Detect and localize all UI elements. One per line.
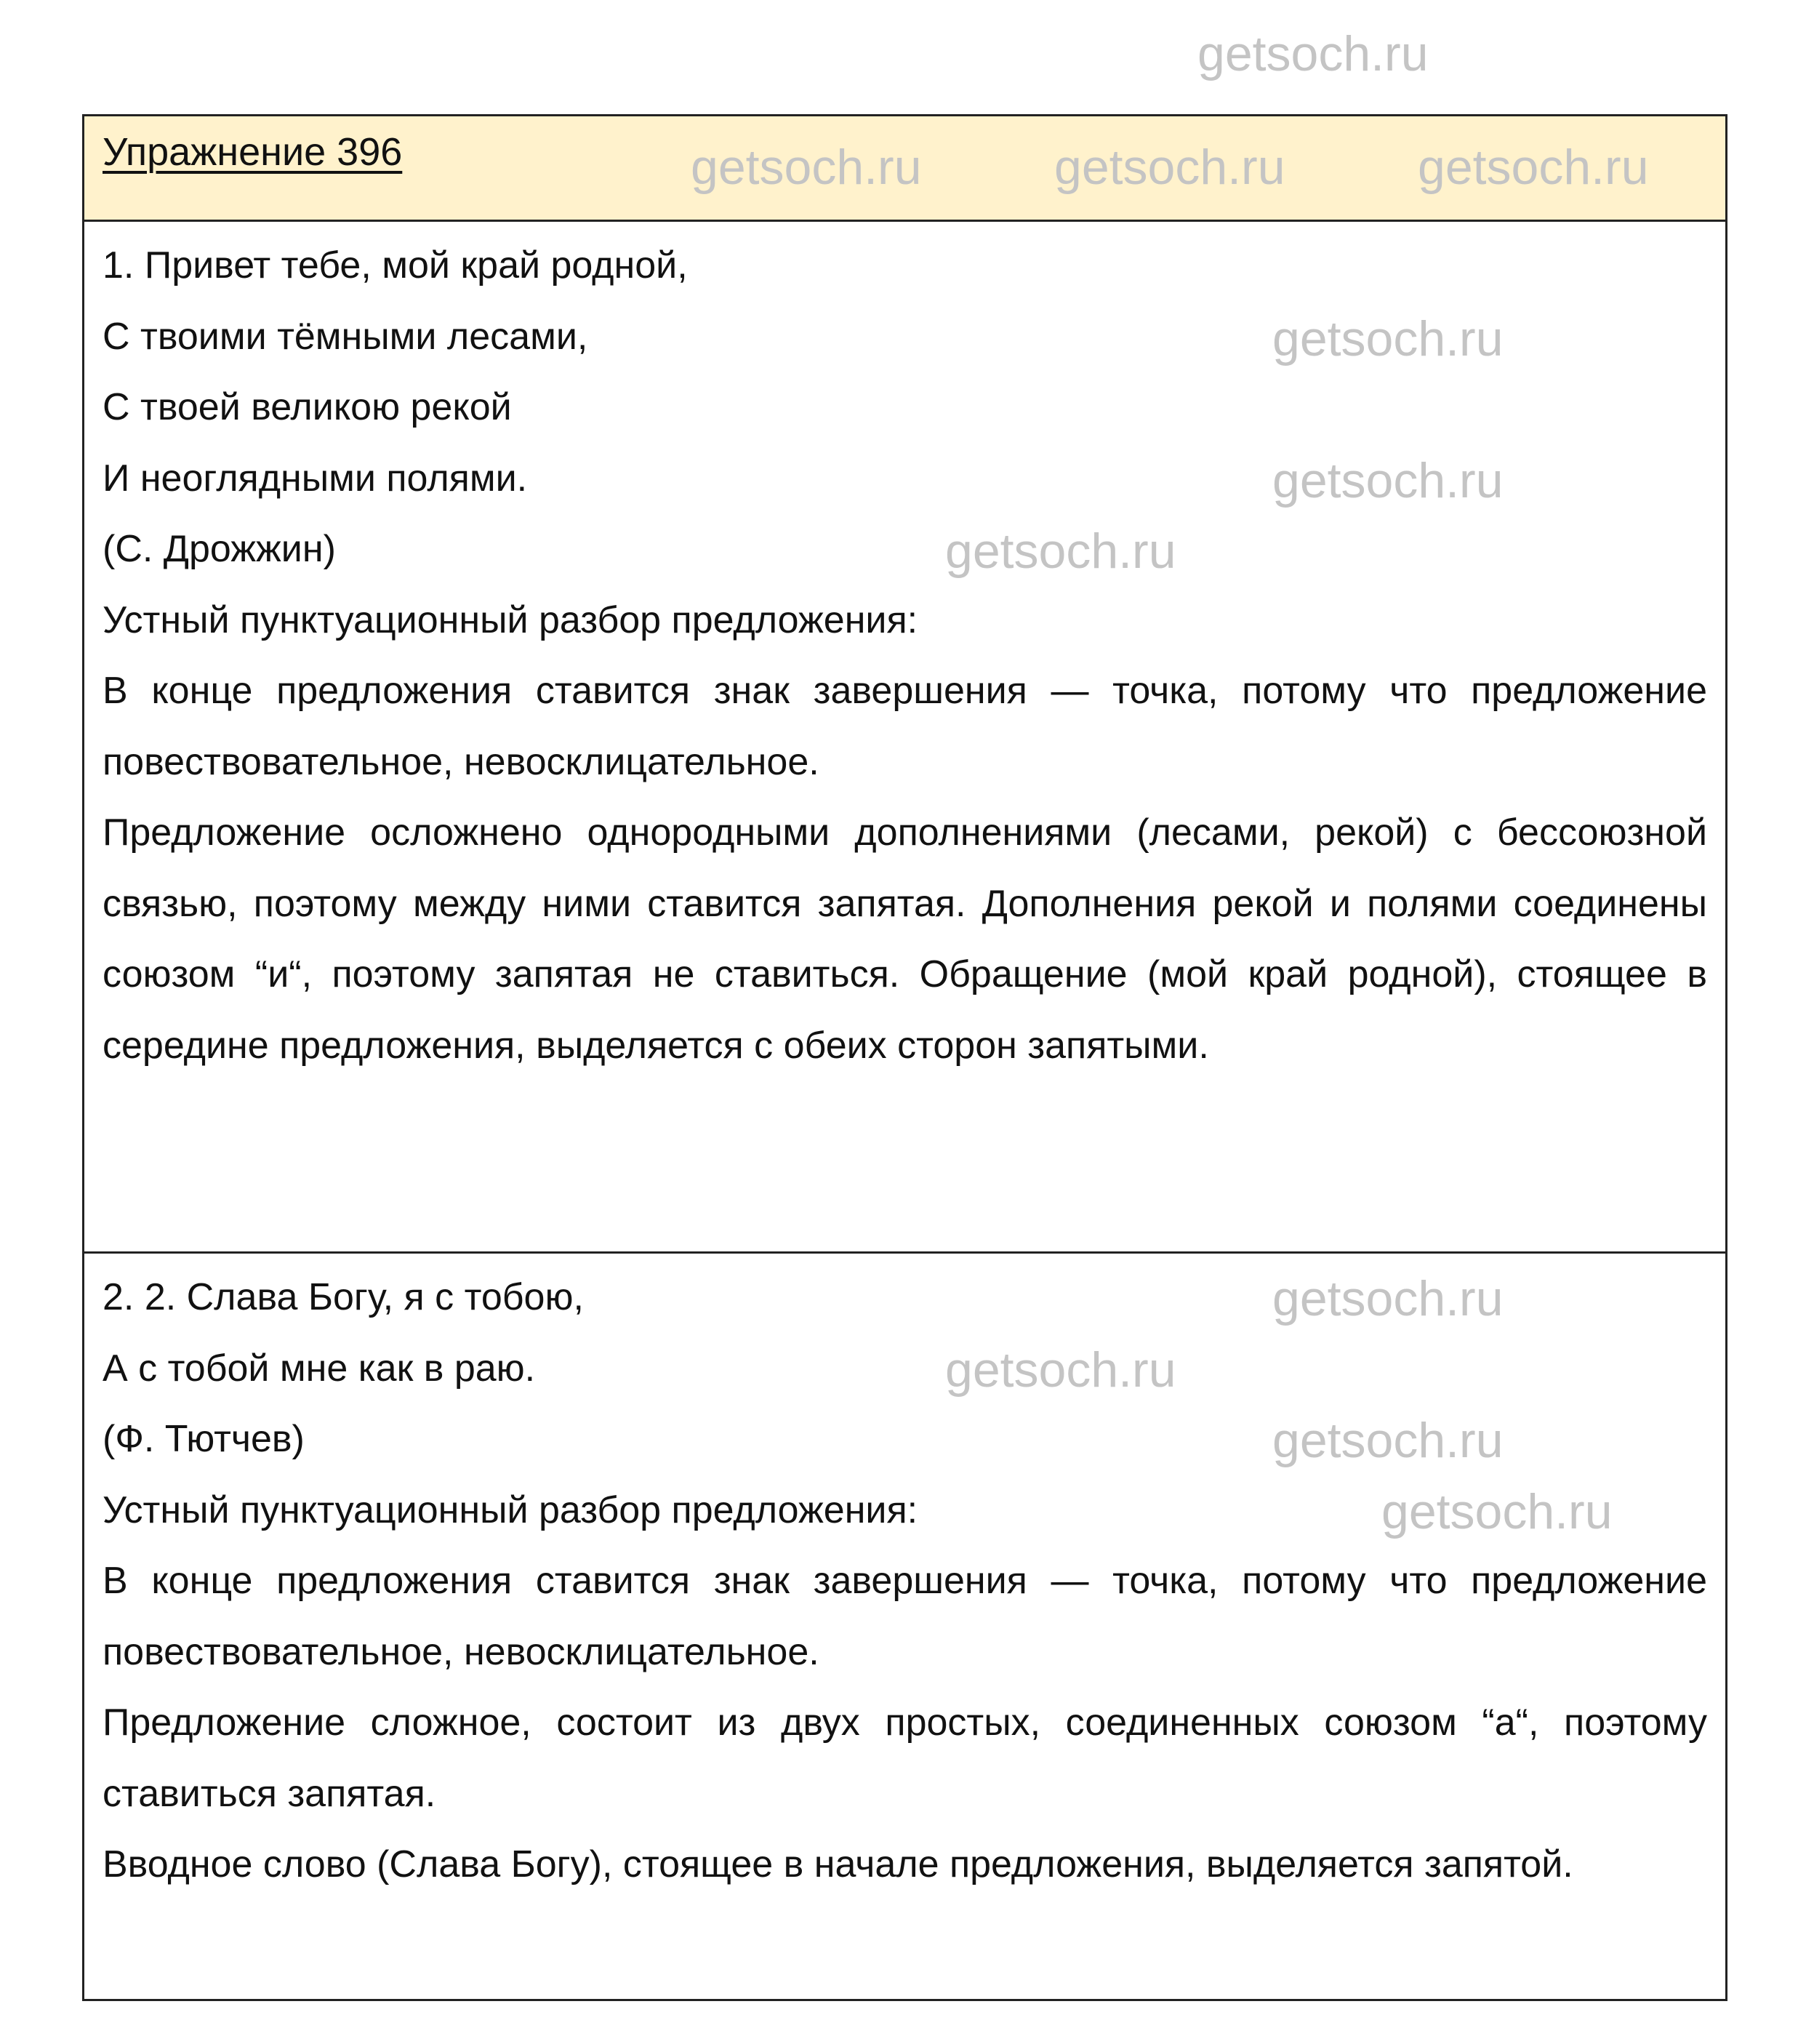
watermark: getsoch.ru [1418, 140, 1649, 195]
poem-line: А с тобой мне как в раю. [103, 1347, 536, 1390]
analysis-paragraph: Вводное слово (Слава Богу), стоящее в начале предложения, выделяется запятой. [103, 1843, 1573, 1885]
exercise-title: Упражнение 396 [103, 130, 403, 174]
poem-line: С твоей великою рекой [103, 386, 512, 428]
watermark: getsoch.ru [945, 524, 1176, 579]
poem-line: И неоглядными полями. [103, 457, 528, 500]
analysis-paragraph: В конце предложения ставится знак завершения — точка, потому что предложение повествовательное, невосклицательное. [103, 670, 1707, 783]
analysis-label: Устный пунктуационный разбор предложения: [103, 1488, 918, 1531]
analysis-label: Устный пунктуационный разбор предложения: [103, 598, 918, 641]
watermark: getsoch.ru [691, 140, 922, 195]
poem-line: С твоими тёмными лесами, [103, 315, 588, 358]
watermark: getsoch.ru [1272, 311, 1504, 366]
analysis-paragraph: Предложение сложное, состоит из двух простых, соединенных союзом “а“, поэтому ставиться запятая. [103, 1702, 1707, 1815]
watermark: getsoch.ru [1197, 26, 1429, 81]
poem-author: (С. Дрожжин) [103, 528, 336, 570]
watermark: getsoch.ru [1272, 1413, 1504, 1468]
answer-row-2 [84, 1254, 1725, 1999]
answer-row-1 [84, 222, 1725, 1254]
exercise-table [82, 114, 1727, 2001]
watermark: getsoch.ru [1272, 1271, 1504, 1326]
poem-author: (Ф. Тютчев) [103, 1418, 305, 1460]
analysis-paragraph: Предложение осложнено однородными дополнениями (лесами, рекой) с бессоюзной связью, поэтому между ними ставится запятая. Дополнения рекой и полями соединены союзом “и“, поэтому запятая не ставиться. Обращение (мой край родной), стоящее в середине предложения, выделяется с обеих сторон запятыми. [103, 811, 1707, 1067]
watermark: getsoch.ru [1272, 453, 1504, 508]
watermark: getsoch.ru [1054, 140, 1285, 195]
watermark: getsoch.ru [945, 1342, 1176, 1398]
analysis-paragraph: В конце предложения ставится знак завершения — точка, потому что предложение повествовательное, невосклицательное. [103, 1560, 1707, 1673]
poem-line: 2. 2. Слава Богу, я с тобою, [103, 1276, 584, 1318]
table-header [84, 116, 1725, 222]
watermark: getsoch.ru [1381, 1484, 1613, 1539]
poem-line: 1. Привет тебе, мой край родной, [103, 244, 688, 286]
